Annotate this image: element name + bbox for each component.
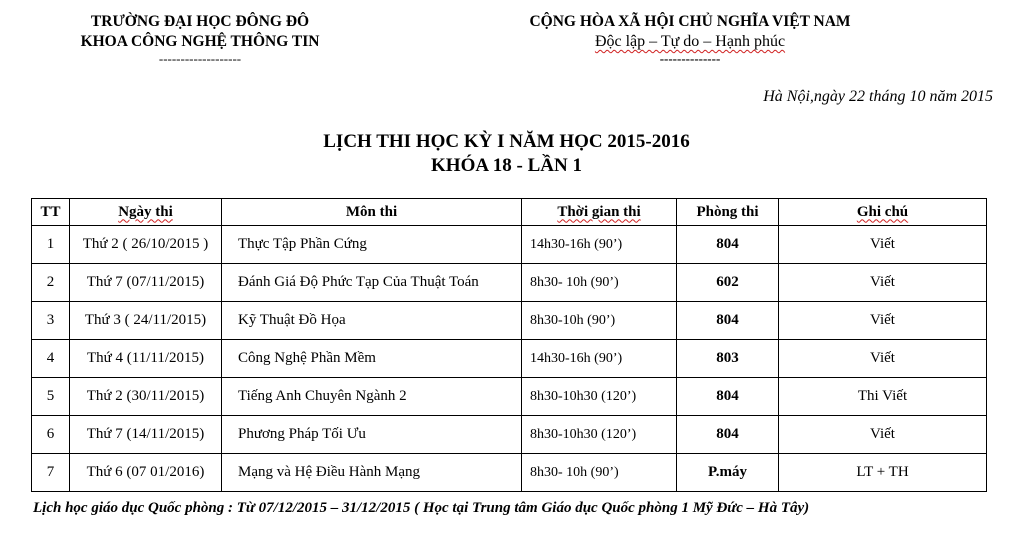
cell-time: 14h30-16h (90’) [522,226,677,264]
cell-tt: 6 [32,416,70,454]
table-row [32,302,987,340]
cell-date: Thứ 7 (14/11/2015) [70,416,222,454]
table-row [32,454,987,492]
table-row [32,378,987,416]
cell-date: Thứ 2 (30/11/2015) [70,378,222,416]
cell-note: Thi Viết [779,378,987,416]
school-name: TRƯỜNG ĐẠI HỌC ĐÔNG ĐÔ [90,13,310,30]
header-tt: TT [32,199,70,226]
date-line: Hà Nội,ngày 22 tháng 10 năm 2015 [763,88,993,105]
table-header-row [32,199,987,226]
cell-subject: Mạng và Hệ Điều Hành Mạng [222,454,522,492]
cell-note: Viết [779,302,987,340]
cell-tt: 2 [32,264,70,302]
cell-room: 602 [677,264,779,302]
exam-schedule-table [31,198,987,492]
cell-date: Thứ 3 ( 24/11/2015) [70,302,222,340]
cell-room: 804 [677,226,779,264]
header-date: Ngày thi [70,199,222,226]
document-title [0,130,1013,178]
cell-note: Viết [779,340,987,378]
header-left-divider: ------------------- [158,51,242,66]
header-room: Phòng thi [677,199,779,226]
national-motto: Độc lập – Tự do – Hạnh phúc [594,33,786,50]
cell-subject: Công Nghệ Phần Mềm [222,340,522,378]
cell-note: Viết [779,226,987,264]
cell-tt: 7 [32,454,70,492]
cell-note: Viết [779,264,987,302]
cell-subject: Phương Pháp Tối Ưu [222,416,522,454]
cell-room: 804 [677,302,779,340]
title-line-1: LỊCH THI HỌC KỲ I NĂM HỌC 2015-2016 [323,131,690,152]
school-header [40,12,360,66]
cell-time: 8h30-10h (90’) [522,302,677,340]
cell-room: 803 [677,340,779,378]
cell-date: Thứ 7 (07/11/2015) [70,264,222,302]
cell-room: P.máy [677,454,779,492]
cell-time: 14h30-16h (90’) [522,340,677,378]
cell-time: 8h30-10h30 (120’) [522,416,677,454]
cell-note: Viết [779,416,987,454]
header-subject: Môn thi [222,199,522,226]
header-time: Thời gian thi [522,199,677,226]
cell-note: LT + TH [779,454,987,492]
cell-room: 804 [677,378,779,416]
header-note: Ghi chú [779,199,987,226]
cell-date: Thứ 6 (07 01/2016) [70,454,222,492]
cell-room: 804 [677,416,779,454]
header-right-divider: -------------- [659,51,721,66]
cell-time: 8h30- 10h (90’) [522,454,677,492]
cell-tt: 4 [32,340,70,378]
defense-education-note: Lịch học giáo dục Quốc phòng : Từ 07/12/2015 – 31/12/2015 ( Học tại Trung tâm Giáo dục Quốc phòng 1 Mỹ Đức – Hà Tây) [33,500,810,516]
cell-subject: Đánh Giá Độ Phức Tạp Của Thuật Toán [222,264,522,302]
table-row [32,264,987,302]
national-title: CỘNG HÒA XÃ HỘI CHỦ NGHĨA VIỆT NAM [529,13,851,30]
cell-time: 8h30- 10h (90’) [522,264,677,302]
cell-time: 8h30-10h30 (120’) [522,378,677,416]
title-line-2: KHÓA 18 - LẦN 1 [431,155,582,176]
table-row [32,340,987,378]
table-row [32,226,987,264]
table-row [32,416,987,454]
national-header [490,12,890,66]
faculty-name: KHOA CÔNG NGHỆ THÔNG TIN [80,33,320,50]
cell-subject: Thực Tập Phần Cứng [222,226,522,264]
cell-tt: 3 [32,302,70,340]
cell-subject: Tiếng Anh Chuyên Ngành 2 [222,378,522,416]
cell-date: Thứ 4 (11/11/2015) [70,340,222,378]
cell-tt: 1 [32,226,70,264]
cell-subject: Kỹ Thuật Đồ Họa [222,302,522,340]
cell-date: Thứ 2 ( 26/10/2015 ) [70,226,222,264]
cell-tt: 5 [32,378,70,416]
